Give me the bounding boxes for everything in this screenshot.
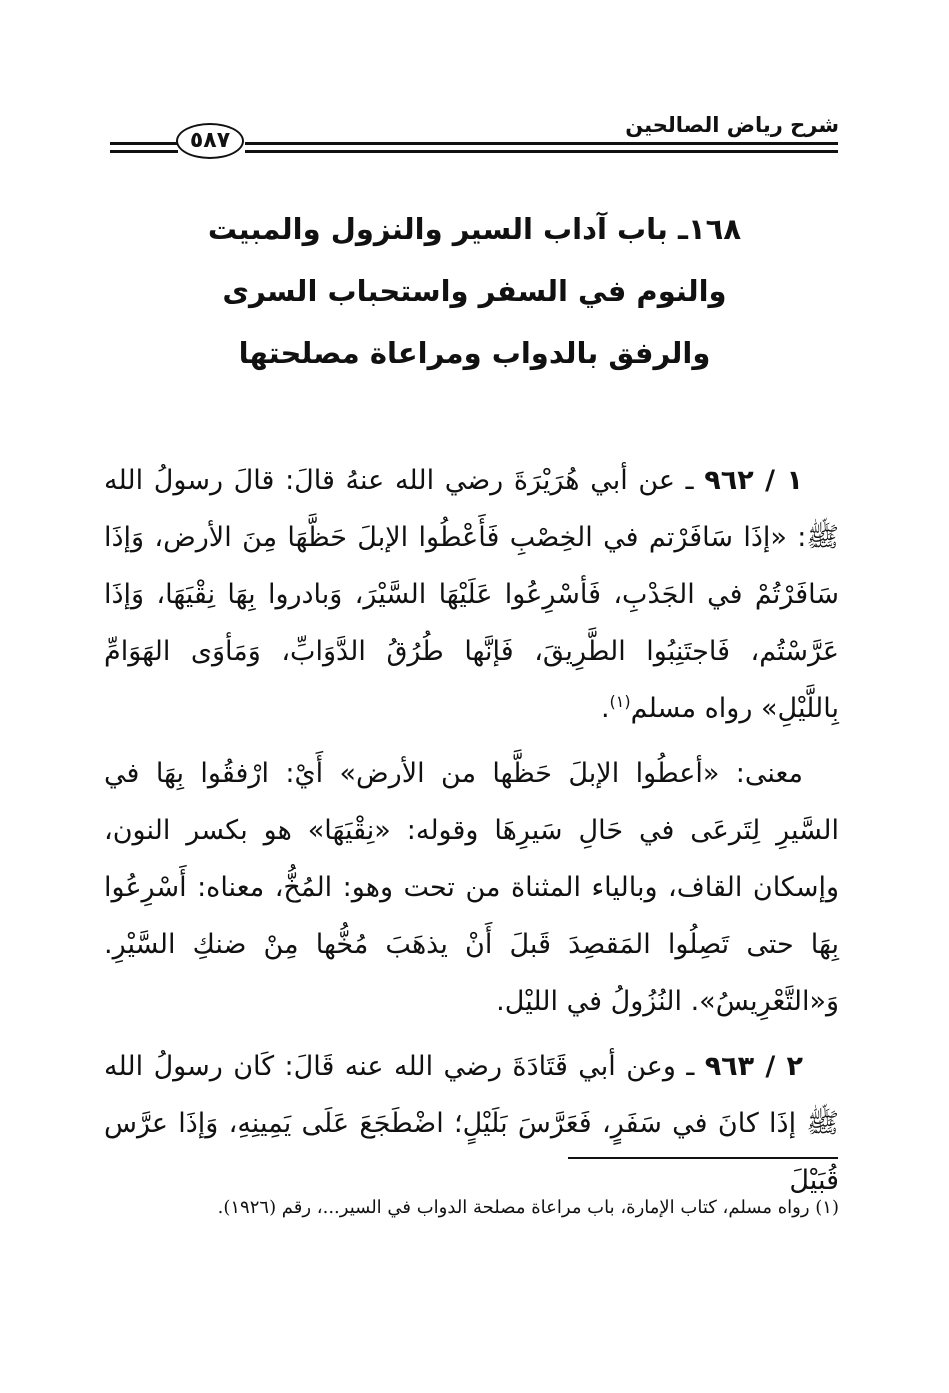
footnote-text: رواه مسلم، كتاب الإمارة، باب مراعاة مصلحة الدواب في السير...، رقم (١٩٢٦). (217, 1197, 810, 1218)
footnote-reference: (١) (609, 692, 631, 711)
hadith-paragraph (104, 452, 839, 737)
header-rule-left (110, 142, 178, 153)
explanation-paragraph: معنى: «أعطُوا الإبلَ حَظَّها من الأرض» أَيْ: ارْفقُوا بِهَا في السَّيرِ لِتَرعَى في حَالِ سَيرِهَا وقوله: «نِقْيَهَا» هو بكسر النون، وإسكان القاف، وبالياء المثناة من تحت وهو: المُخُّ، معناه: أَسْرِعُوا بِهَا حتى تَصِلُوا المَقصِدَ قَبلَ أَنْ يذهَبَ مُخُّها مِنْ ضنكِ السَّيْرِ. وَ«التَّعْرِيسُ». النُزُولُ في الليْل. (104, 758, 839, 1017)
chapter-heading (150, 198, 799, 384)
body-text (104, 452, 839, 1217)
hadith-text: ـ عن أبي هُرَيْرَةَ رضي الله عنهُ قالَ: قالَ رسولُ الله ﷺ: «إذَا سَافَرْتم في الخِصْبِ فَأَعْطُوا الإبلَ حَظَّهَا مِنَ الأرض، وَإذَا سَافَرْتُمْ في الجَدْبِ، فَأسْرِعُوا عَلَيْهَا السَّيْرَ، وَبادروا بِهَا نِقْيَهَا، وَإذَا عَرَّسْتُم، فَاجتَنِبُوا الطَّرِيقَ، فَإنَّها طُرُقُ الدَّوَابِّ، وَمَأوَى الهَوَامِّ بِاللَّيْلِ» رواه مسلم (104, 465, 839, 724)
hadith-paragraph (104, 1038, 839, 1209)
footnote-marker: (١) (815, 1197, 839, 1218)
footnote-separator (568, 1157, 838, 1159)
chapter-heading-line: والرفق بالدواب ومراعاة مصلحتها (238, 336, 711, 370)
hadith-end-punctuation: . (600, 693, 610, 724)
footnote (104, 1193, 839, 1223)
page-number: ٥٨٧ (176, 123, 244, 159)
hadith-text: ـ وعن أبي قَتَادَةَ رضي الله عنه قَالَ: كَان رسولُ الله ﷺ إذَا كانَ في سَفَرٍ، فَعَرَّسَ بَلَيْلٍ؛ اضْطَجَعَ عَلَى يَمِينِهِ، وَإذَا عرَّس قُبَيْلَ (104, 1051, 839, 1196)
hadith-number: ٢ / ٩٦٣ (704, 1051, 803, 1082)
chapter-heading-line: والنوم في السفر واستحباب السرى (222, 274, 727, 308)
hadith-number: ١ / ٩٦٢ (704, 465, 803, 496)
running-title: شرح رياض الصالحين (625, 113, 839, 137)
chapter-heading-line: ١٦٨ـ باب آداب السير والنزول والمبيت (207, 212, 742, 246)
header-rule (245, 142, 838, 153)
